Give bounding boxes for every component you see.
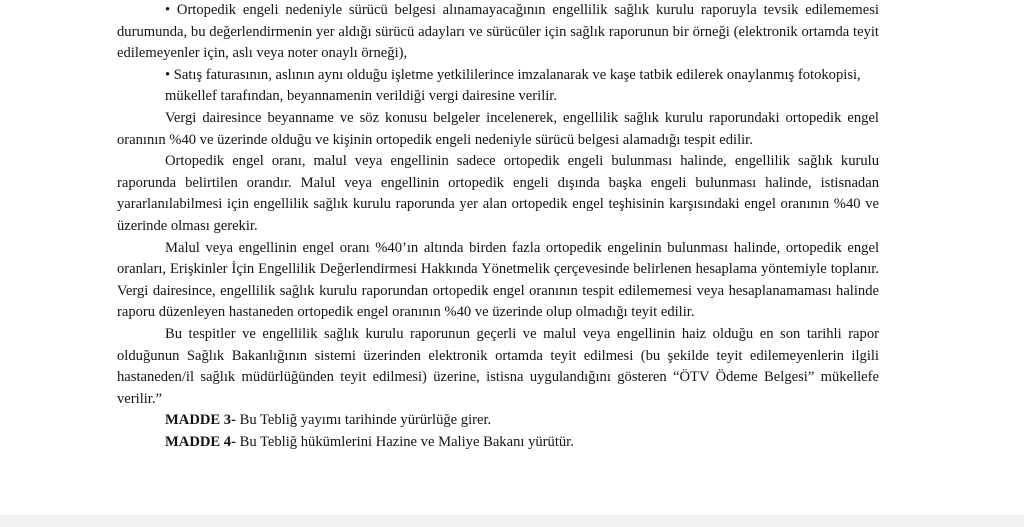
article-4-label: MADDE 4- [165,433,236,450]
paragraph-multiple-disabilities: Malul veya engellinin engel oranı %40’ın altında birden fazla ortopedik engelinin bulunması halinde, ortopedik engel oranları, Erişkinler İçin Engellilik Değerlendirmesi Hakkında Yönetmelik çerçevesinde belirlenen hesaplama yöntemiyle toplanır. Vergi dairesince, engellilik sağlık kurulu raporundan ortopedik engel oranının tespit edilememesi veya hesaplanamaması halinde raporu düzenleyen hastaneden ortopedik engel oranının %40 ve üzerinde olup olmadığı teyit edilir. [117,239,879,321]
paragraph-tax-office-review: Vergi dairesince beyanname ve söz konusu belgeler incelenerek, engellilik sağlık kurulu raporundaki ortopedik engel oranının %40 ve üzerinde olduğu ve kişinin ortopedik engeli nedeniyle sürücü belgesi alamadığı tespit edilir. [117,109,879,148]
article-3-text: Bu Tebliğ yayımı tarihinde yürürlüğe girer. [235,412,492,429]
document-body [117,0,879,453]
bottom-scroll-strip [0,515,1024,527]
article-3 [117,410,879,432]
article-3-label: MADDE 3- [165,412,236,429]
paragraph-submission: mükellef tarafından, beyannamenin verildiği vergi dairesine verilir. [165,88,557,105]
paragraph-orthopedic-rate: Ortopedik engel oranı, malul veya engellinin sadece ortopedik engeli bulunması halinde, engellilik sağlık kurulu raporunda belirtilen orandır. Malul veya engellinin ortopedik engeli dışında başka engeli bulunması halinde, istisnadan yararlanılabilmesi için engellilik sağlık kurulu raporunda yer alan ortopedik engel teşhisinin karşısındaki engel oranının %40 ve üzerinde olması gerekir. [117,153,879,234]
bullet-paragraph-invoice: • Satış faturasının, aslının aynı olduğu işletme yetkililerince imzalanarak ve kaşe tatbik edilerek onaylanmış fotokopisi, [165,66,861,83]
article-4-text: Bu Tebliğ hükümlerini Hazine ve Maliye Bakanı yürütür. [235,433,574,450]
article-4 [117,432,879,454]
paragraph-payment-document: Bu tespitler ve engellilik sağlık kurulu raporunun geçerli ve malul veya engellinin haiz olduğu en son tarihli rapor olduğunun Sağlık Bakanlığının sistemi üzerinden elektronik ortamda teyit edilmesi (bu şekilde teyit edilemeyenlerin ilgili hastaneden/il sağlık müdürlüğünden teyit edilmesi) üzerine, istisna uygulandığını gösteren “ÖTV Ödeme Belgesi” mükellefe verilir.” [117,325,879,407]
bullet-paragraph-driver-license: • Ortopedik engeli nedeniyle sürücü belgesi alınamayacağının engellilik sağlık kurulu raporuyla tevsik edilememesi durumunda, bu değerlendirmenin yer aldığı sürücü adayları ve sürücüler için sağlık raporunun bir örneği (elektronik ortamda teyit edilemeyenler için, aslı veya noter onaylı örneği), [117,2,879,62]
